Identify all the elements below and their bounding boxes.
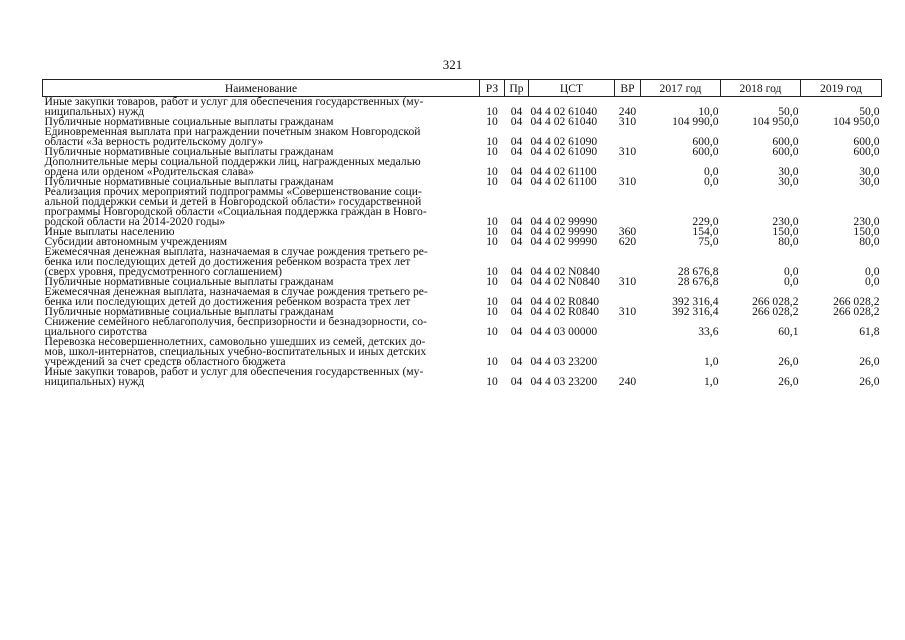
row-vr: 240 [618,375,637,388]
row-pr: 04 [510,235,523,248]
row-2018: 266 028,2 [752,295,799,308]
row-2017: 104 990,0 [672,115,719,128]
row-2019: 266 028,2 [833,305,880,318]
table-row [43,97,882,118]
row-pr: 04 [510,215,523,228]
row-pr: 04 [510,375,523,388]
row-2018: 104 950,0 [752,115,799,128]
row-rz: 10 [486,115,498,128]
row-name: Ежемесячная денежная выплата, назначаемая в случае рождения третьего ре- бенка или последующих детей до достижения ребенком возраста трех лет [44,285,428,308]
header-name: Наименование [43,80,480,97]
row-rz: 10 [486,175,498,188]
row-2018: 600,0 [772,145,799,158]
row-rz: 10 [486,135,498,148]
row-rz: 10 [486,165,498,178]
row-2018: 50,0 [778,105,799,118]
budget-table [42,79,882,387]
row-pr: 04 [510,115,523,128]
row-2018: 60,1 [778,325,799,338]
row-cst: 04 4 02 99990 [530,225,598,238]
row-name: Иные закупки товаров, работ и услуг для обеспечения государственных (му- ниципальных) нужд [44,95,424,118]
row-cst: 04 4 02 99990 [530,215,598,228]
row-2019: 30,0 [859,165,880,178]
row-rz: 10 [486,275,498,288]
row-2019: 600,0 [853,145,880,158]
row-pr: 04 [510,175,523,188]
row-name: Иные закупки товаров, работ и услуг для обеспечения государственных (му- ниципальных) нужд [44,365,424,388]
row-2017: 229,0 [692,215,719,228]
row-2019: 50,0 [859,105,880,118]
row-2018: 30,0 [778,165,799,178]
row-cst: 04 4 03 23200 [530,375,598,388]
row-name: Публичные нормативные социальные выплаты гражданам [44,145,334,158]
row-rz: 10 [486,215,498,228]
row-2018: 26,0 [778,375,799,388]
row-cst: 04 4 03 23200 [530,355,598,368]
row-vr [615,157,641,177]
row-rz: 10 [486,235,498,248]
header-2018: 2018 год [721,80,801,97]
table-row [43,317,882,337]
row-2017: 600,0 [692,145,719,158]
row-name: Перевозка несовершеннолетних, самовольно ушедших из семей, детских до- мов, школ-интернатов, специальных учебно-воспитательных и иных детских учреждений за счет средств областного бюджета [44,335,427,368]
row-cst: 04 4 02 61040 [530,115,598,128]
row-2017: 28 676,8 [677,265,719,278]
row-cst: 04 4 02 61100 [530,175,597,188]
row-2019: 230,0 [853,215,880,228]
row-2018: 30,0 [778,175,799,188]
row-2018: 0,0 [784,275,799,288]
row-2017: 0,0 [704,165,719,178]
row-name: Публичные нормативные социальные выплаты гражданам [44,275,334,288]
row-name: Публичные нормативные социальные выплаты гражданам [44,175,334,188]
row-2019: 30,0 [859,175,880,188]
row-pr: 04 [510,295,523,308]
row-2017: 392 316,4 [672,305,719,318]
row-name: Дополнительные меры социальной поддержки лиц, награжденных медалью ордена или орденом «Родительская слава» [44,155,421,178]
table-header [43,80,882,97]
table-row [43,337,882,367]
row-vr: 240 [618,105,637,118]
row-cst: 04 4 02 N0840 [530,265,600,278]
row-2019: 26,0 [859,355,880,368]
row-rz: 10 [486,265,498,278]
row-2019: 0,0 [865,275,880,288]
row-name: Снижение семейного неблагополучия, беспризорности и безнадзорности, со- циального сиротства [44,315,427,338]
header-cst: ЦСТ [529,80,615,97]
row-pr: 04 [510,275,523,288]
row-2017: 1,0 [704,375,719,388]
row-vr [615,187,641,227]
row-cst: 04 4 02 61100 [530,165,597,178]
row-2017: 392 316,4 [672,295,719,308]
row-rz: 10 [486,305,498,318]
row-2019: 150,0 [853,225,880,238]
table-row [43,187,882,227]
row-2018: 150,0 [772,225,799,238]
row-rz: 10 [486,295,498,308]
header-pr: Пр [505,80,529,97]
row-name: Субсидии автономным учреждениям [44,235,228,248]
row-2019: 61,8 [859,325,880,338]
row-vr: 310 [618,275,637,288]
table-row [43,287,882,307]
row-cst: 04 4 02 61090 [530,145,598,158]
row-rz: 10 [486,375,498,388]
row-rz: 10 [486,225,498,238]
row-pr: 04 [510,105,523,118]
row-2017: 154,0 [692,225,719,238]
row-cst: 04 4 02 99990 [530,235,598,248]
row-vr: 620 [618,235,637,248]
row-rz: 10 [486,325,498,338]
header-rz: РЗ [480,80,505,97]
page-number: 321 [442,57,463,72]
row-cst: 04 4 02 R0840 [530,295,600,308]
row-cst: 04 4 03 00000 [530,325,598,338]
row-cst: 04 4 02 N0840 [530,275,600,288]
row-pr: 04 [510,325,523,338]
row-2017: 33,6 [698,325,719,338]
table-body [43,97,882,388]
row-name: Публичные нормативные социальные выплаты гражданам [44,115,334,128]
row-pr: 04 [510,135,523,148]
row-2019: 600,0 [853,135,880,148]
row-vr: 310 [618,305,637,318]
row-pr: 04 [510,355,523,368]
row-pr: 04 [510,305,523,318]
row-vr: 310 [618,175,637,188]
row-cst: 04 4 02 R0840 [530,305,600,318]
row-2017: 10,0 [698,105,719,118]
row-rz: 10 [486,355,498,368]
row-2017: 600,0 [692,135,719,148]
row-vr: 360 [618,225,637,238]
row-2017: 75,0 [698,235,719,248]
table-row [43,127,882,147]
row-2019: 266 028,2 [833,295,880,308]
row-rz: 10 [486,105,498,118]
row-pr: 04 [510,265,523,278]
table-row [43,247,882,277]
row-pr: 04 [510,145,523,158]
row-2019: 104 950,0 [833,115,880,128]
row-name: Иные выплаты населению [44,225,175,238]
row-vr: 310 [618,115,637,128]
row-cst: 04 4 02 61040 [530,105,598,118]
row-name: Реализация прочих мероприятий подпрограммы «Совершенствование соци- альной поддержки семьи и детей в Новгородской области» государственной программы Новгородской области «Социальная поддержка граждан в Новго- родской области на 2014-2020 годы» [44,185,427,228]
row-pr: 04 [510,225,523,238]
header-2017: 2017 год [641,80,721,97]
row-2017: 0,0 [704,175,719,188]
row-vr [615,337,641,367]
table-row [43,367,882,387]
row-cst: 04 4 02 61090 [530,135,598,148]
table-row [43,157,882,177]
row-2017: 28 676,8 [677,275,719,288]
row-name: Единовременная выплата при награждении почетным знаком Новгородской области «За верность родительскому долгу» [44,125,421,148]
header-vr: ВР [615,80,641,97]
row-vr [615,127,641,147]
row-vr [615,317,641,337]
row-2019: 80,0 [859,235,880,248]
row-2018: 600,0 [772,135,799,148]
row-2019: 0,0 [865,265,880,278]
row-2019: 26,0 [859,375,880,388]
row-name: Ежемесячная денежная выплата, назначаемая в случае рождения третьего ре- бенка или последующих детей до достижения ребенком возраста трех лет (сверх уровня, предусмотренного соглашением) [44,245,428,278]
row-name: Публичные нормативные социальные выплаты гражданам [44,305,334,318]
row-2018: 230,0 [772,215,799,228]
row-vr: 310 [618,145,637,158]
row-vr [615,287,641,307]
row-vr [615,247,641,277]
row-2018: 80,0 [778,235,799,248]
row-2017: 1,0 [704,355,719,368]
header-2019: 2019 год [801,80,882,97]
row-rz: 10 [486,145,498,158]
row-2018: 0,0 [784,265,799,278]
row-pr: 04 [510,165,523,178]
row-2018: 26,0 [778,355,799,368]
row-2018: 266 028,2 [752,305,799,318]
